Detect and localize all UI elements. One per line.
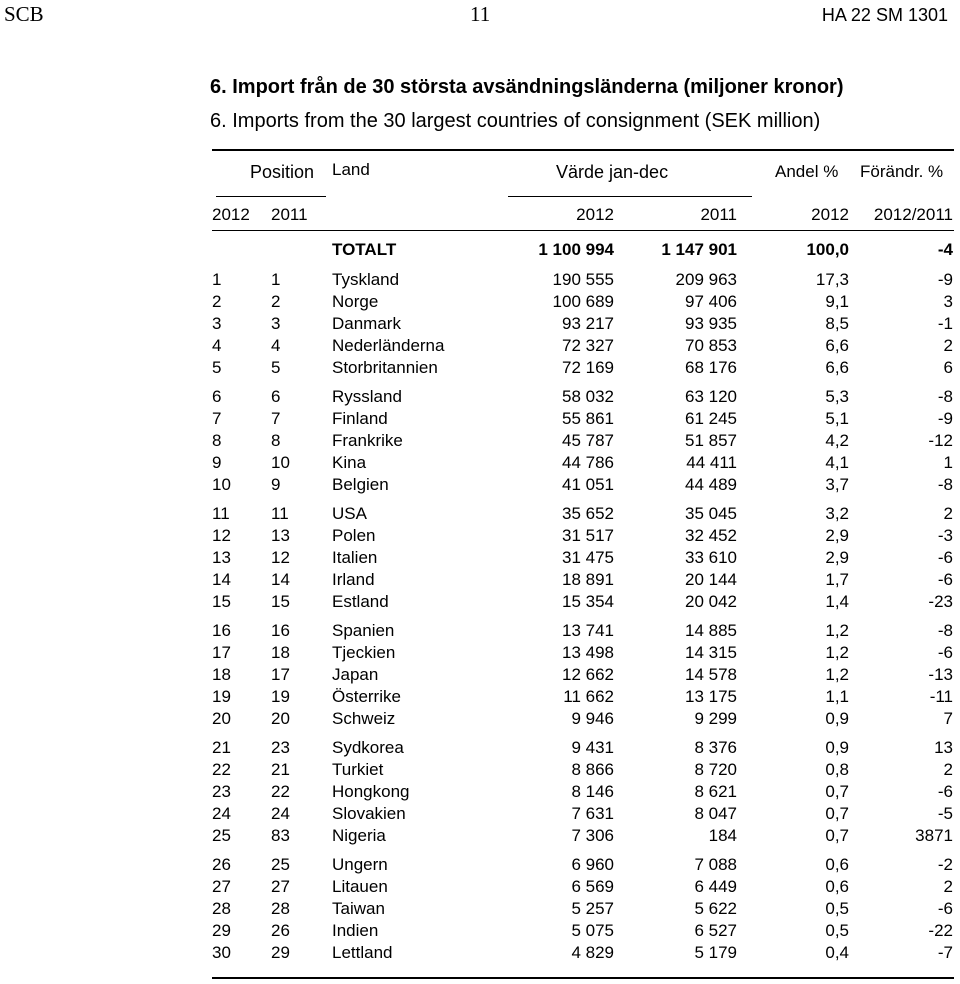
share-2012: 0,5	[825, 920, 849, 940]
share-2012: 0,5	[825, 898, 849, 918]
value-2011: 51 857	[685, 430, 737, 450]
header-share: Andel %	[775, 162, 839, 181]
rank-2012: 16	[212, 621, 231, 640]
value-2012: 35 652	[562, 504, 614, 523]
change-percent: -3	[937, 525, 953, 545]
change-percent: 2	[943, 504, 953, 523]
change-percent: -8	[937, 387, 953, 406]
value-2011: 13 175	[685, 686, 737, 706]
country-name: Nederländerna	[332, 335, 445, 355]
value-2011: 5 179	[694, 942, 737, 962]
country-name: Schweiz	[332, 708, 396, 728]
country-name: Kina	[332, 452, 367, 472]
value-2012: 5 257	[571, 898, 614, 918]
rank-2012: 23	[212, 781, 231, 801]
value-2011: 70 853	[685, 335, 737, 355]
value-2012: 44 786	[562, 452, 614, 472]
rank-2012: 24	[212, 803, 231, 823]
rank-2012: 5	[212, 357, 222, 377]
value-2011: 8 047	[694, 803, 737, 823]
rank-2011: 8	[271, 430, 281, 450]
share-2012: 0,8	[825, 759, 849, 779]
rank-2012: 6	[212, 387, 222, 406]
rank-2012: 15	[212, 591, 231, 611]
change-percent: 7	[943, 708, 953, 728]
value-2011: 63 120	[685, 387, 737, 406]
share-2012: 8,5	[825, 313, 849, 333]
share-2012: 1,4	[825, 591, 849, 611]
total-value-2011: 1 147 901	[661, 240, 737, 259]
value-2012: 15 354	[562, 591, 614, 611]
country-name: Hongkong	[332, 781, 410, 801]
rank-2012: 18	[212, 664, 231, 684]
header-pos-2011: 2011	[271, 205, 308, 224]
rank-2012: 14	[212, 569, 231, 589]
share-2012: 4,1	[825, 452, 849, 472]
change-percent: 2	[943, 335, 953, 355]
value-2012: 72 327	[562, 335, 614, 355]
change-percent: -12	[928, 430, 953, 450]
table-title-swedish: 6. Import från de 30 största avsändningsländerna (miljoner kronor)	[210, 76, 844, 98]
rank-2011: 23	[271, 738, 290, 757]
country-name: Litauen	[332, 876, 388, 896]
change-percent: -6	[937, 569, 953, 589]
share-2012: 0,7	[825, 825, 849, 845]
value-2012: 11 662	[563, 686, 614, 706]
value-2011: 6 449	[694, 876, 737, 896]
header-change: Förändr. %	[860, 162, 944, 181]
rank-2012: 7	[212, 408, 222, 428]
share-2012: 2,9	[825, 525, 849, 545]
share-2012: 0,7	[825, 781, 849, 801]
country-name: Estland	[332, 591, 389, 611]
share-2012: 9,1	[825, 291, 849, 311]
rank-2011: 5	[271, 357, 281, 377]
rank-2011: 26	[271, 920, 290, 940]
rank-2011: 4	[271, 335, 281, 355]
rank-2012: 26	[212, 855, 231, 874]
rank-2012: 4	[212, 335, 222, 355]
value-2011: 97 406	[685, 291, 737, 311]
table-bottom-rule	[212, 977, 954, 979]
rank-2012: 2	[212, 291, 222, 311]
change-percent: 2	[943, 759, 953, 779]
country-name: Japan	[332, 664, 379, 684]
share-2012: 0,9	[825, 738, 849, 757]
change-percent: -2	[937, 855, 953, 874]
rank-2011: 9	[271, 474, 281, 494]
header-position: Position	[250, 162, 315, 182]
table-title-english: 6. Imports from the 30 largest countries of consignment (SEK million)	[210, 110, 821, 132]
value-2011: 184	[708, 825, 737, 845]
share-2012: 6,6	[825, 357, 849, 377]
country-name: Indien	[332, 920, 379, 940]
value-2012: 13 498	[562, 642, 614, 662]
rank-2012: 22	[212, 759, 231, 779]
change-percent: -8	[937, 621, 953, 640]
rank-2012: 19	[212, 686, 231, 706]
rank-2012: 25	[212, 825, 231, 845]
country-name: Österrike	[332, 686, 401, 706]
value-2011: 44 411	[686, 452, 737, 472]
value-2012: 18 891	[562, 569, 614, 589]
value-2011: 33 610	[685, 547, 737, 567]
rank-2011: 10	[271, 452, 290, 472]
country-name: Belgien	[332, 474, 389, 494]
share-2012: 5,1	[825, 408, 849, 428]
value-2011: 35 045	[685, 504, 737, 523]
rank-2012: 11	[212, 504, 230, 523]
value-2011: 44 489	[685, 474, 737, 494]
country-name: Lettland	[332, 942, 393, 962]
rank-2012: 29	[212, 920, 231, 940]
header-value-2011: 2011	[700, 205, 737, 224]
share-2012: 4,2	[825, 430, 849, 450]
change-percent: -6	[937, 898, 953, 918]
value-2012: 6 569	[571, 876, 614, 896]
value-2011: 8 376	[694, 738, 737, 757]
change-percent: -9	[937, 270, 953, 289]
country-name: Ungern	[332, 855, 388, 874]
rank-2011: 28	[271, 898, 290, 918]
change-percent: -22	[928, 920, 953, 940]
rank-2011: 3	[271, 313, 281, 333]
value-2011: 20 144	[685, 569, 737, 589]
value-2012: 9 431	[571, 738, 614, 757]
rank-2012: 10	[212, 474, 231, 494]
page-header-right: HA 22 SM 1301	[821, 5, 948, 25]
rank-2011: 25	[271, 855, 290, 874]
country-name: Norge	[332, 291, 379, 311]
page-number: 11	[470, 2, 491, 26]
value-2011: 7 088	[694, 855, 737, 874]
change-percent: 6	[943, 357, 953, 377]
change-percent: -8	[937, 474, 953, 494]
change-percent: -23	[928, 591, 953, 611]
rank-2012: 1	[212, 270, 222, 289]
value-2011: 93 935	[685, 313, 737, 333]
rank-2011: 15	[271, 591, 290, 611]
value-2011: 14 315	[685, 642, 737, 662]
value-2012: 93 217	[562, 313, 614, 333]
share-2012: 1,2	[825, 664, 849, 684]
value-2011: 6 527	[694, 920, 737, 940]
value-2011: 8 720	[694, 759, 737, 779]
change-percent: 3	[943, 291, 953, 311]
total-share: 100,0	[806, 240, 849, 259]
country-name: Sydkorea	[332, 738, 404, 757]
rank-2012: 17	[212, 642, 231, 662]
page-header-left: SCB	[4, 2, 44, 26]
rank-2011: 24	[271, 803, 290, 823]
value-2011: 5 622	[694, 898, 737, 918]
rank-2011: 16	[271, 621, 290, 640]
value-2012: 9 946	[571, 708, 614, 728]
change-percent: -6	[937, 781, 953, 801]
value-2011: 32 452	[685, 525, 737, 545]
rank-2011: 18	[271, 642, 290, 662]
value-2012: 45 787	[562, 430, 614, 450]
value-2012: 8 146	[571, 781, 614, 801]
rank-2012: 3	[212, 313, 222, 333]
rank-2012: 27	[212, 876, 231, 896]
rank-2012: 20	[212, 708, 231, 728]
change-percent: -9	[937, 408, 953, 428]
country-name: Danmark	[332, 313, 401, 333]
value-2012: 72 169	[562, 357, 614, 377]
value-2012: 55 861	[562, 408, 614, 428]
value-2011: 68 176	[685, 357, 737, 377]
rank-2011: 19	[271, 686, 290, 706]
value-2012: 7 631	[571, 803, 614, 823]
value-2011: 8 621	[694, 781, 737, 801]
country-name: Ryssland	[332, 387, 402, 406]
header-bottom-rule	[212, 230, 954, 231]
total-label: TOTALT	[332, 240, 397, 259]
share-2012: 1,2	[825, 621, 849, 640]
value-2012: 4 829	[571, 942, 614, 962]
value-2012: 41 051	[562, 474, 614, 494]
change-percent: -6	[937, 642, 953, 662]
rank-2011: 27	[271, 876, 290, 896]
share-2012: 0,9	[825, 708, 849, 728]
country-name: Tjeckien	[332, 642, 396, 662]
change-percent: -1	[937, 313, 953, 333]
header-land: Land	[332, 160, 370, 179]
share-2012: 1,7	[825, 569, 849, 589]
share-2012: 1,1	[825, 686, 849, 706]
country-name: Spanien	[332, 621, 395, 640]
total-change: -4	[937, 240, 953, 259]
country-name: Polen	[332, 525, 376, 545]
value-2012: 100 689	[552, 291, 614, 311]
value-2012: 31 517	[562, 525, 614, 545]
country-name: Storbritannien	[332, 357, 438, 377]
header-value-2012: 2012	[576, 205, 614, 224]
header-share-2012: 2012	[811, 205, 849, 224]
share-2012: 0,6	[825, 855, 849, 874]
value-2012: 31 475	[562, 547, 614, 567]
country-name: Irland	[332, 569, 375, 589]
country-name: Finland	[332, 408, 388, 428]
rank-2011: 2	[271, 291, 281, 311]
share-2012: 0,6	[825, 876, 849, 896]
change-percent: -11	[929, 686, 953, 706]
share-2012: 6,6	[825, 335, 849, 355]
value-2012: 12 662	[562, 664, 614, 684]
rank-2012: 21	[212, 738, 231, 757]
country-name: Tyskland	[332, 270, 400, 289]
value-underline	[508, 196, 752, 197]
total-value-2012: 1 100 994	[538, 240, 614, 259]
rank-2011: 14	[271, 569, 290, 589]
change-percent: 13	[934, 738, 953, 757]
rank-2011: 21	[271, 759, 290, 779]
header-change-period: 2012/2011	[873, 205, 953, 224]
country-name: Taiwan	[332, 898, 385, 918]
rank-2011: 20	[271, 708, 290, 728]
share-2012: 0,7	[825, 803, 849, 823]
rank-2011: 83	[271, 825, 290, 845]
value-2012: 6 960	[571, 855, 614, 874]
rank-2012: 13	[212, 547, 231, 567]
rank-2012: 8	[212, 430, 222, 450]
value-2011: 14 578	[685, 664, 737, 684]
rank-2012: 30	[212, 942, 231, 962]
country-name: Italien	[332, 547, 378, 567]
rank-2011: 22	[271, 781, 290, 801]
value-2011: 9 299	[694, 708, 737, 728]
rank-2011: 29	[271, 942, 290, 962]
value-2012: 7 306	[571, 825, 614, 845]
share-2012: 5,3	[825, 387, 849, 406]
change-percent: -7	[937, 942, 953, 962]
country-name: USA	[332, 504, 367, 523]
country-name: Turkiet	[332, 759, 384, 779]
value-2011: 14 885	[685, 621, 737, 640]
table-top-rule	[212, 149, 954, 151]
rank-2012: 12	[212, 525, 231, 545]
value-2011: 61 245	[685, 408, 737, 428]
rank-2011: 6	[271, 387, 281, 406]
value-2012: 8 866	[571, 759, 614, 779]
rank-2011: 13	[271, 525, 290, 545]
value-2012: 58 032	[562, 387, 614, 406]
rank-2011: 7	[271, 408, 281, 428]
value-2011: 209 963	[675, 270, 737, 289]
share-2012: 2,9	[825, 547, 849, 567]
rank-2011: 1	[271, 270, 281, 289]
value-2012: 190 555	[552, 270, 614, 289]
change-percent: 3871	[915, 825, 953, 845]
value-2012: 5 075	[571, 920, 614, 940]
share-2012: 17,3	[815, 270, 849, 289]
rank-2011: 12	[271, 547, 290, 567]
value-2012: 13 741	[562, 621, 614, 640]
country-name: Slovakien	[332, 803, 406, 823]
share-2012: 3,7	[825, 474, 849, 494]
rank-2011: 17	[271, 664, 290, 684]
country-name: Nigeria	[332, 825, 386, 845]
country-name: Frankrike	[332, 430, 403, 450]
share-2012: 3,2	[825, 504, 849, 523]
change-percent: -13	[928, 664, 953, 684]
change-percent: 1	[943, 452, 953, 472]
share-2012: 0,4	[825, 942, 849, 962]
change-percent: -5	[937, 803, 953, 823]
change-percent: -6	[937, 547, 953, 567]
position-underline	[216, 196, 326, 197]
change-percent: 2	[943, 876, 953, 896]
header-value: Värde jan-dec	[556, 162, 669, 182]
rank-2012: 9	[212, 452, 222, 472]
rank-2012: 28	[212, 898, 231, 918]
share-2012: 1,2	[825, 642, 849, 662]
header-pos-2012: 2012	[212, 205, 250, 224]
rank-2011: 11	[271, 504, 289, 523]
value-2011: 20 042	[685, 591, 737, 611]
